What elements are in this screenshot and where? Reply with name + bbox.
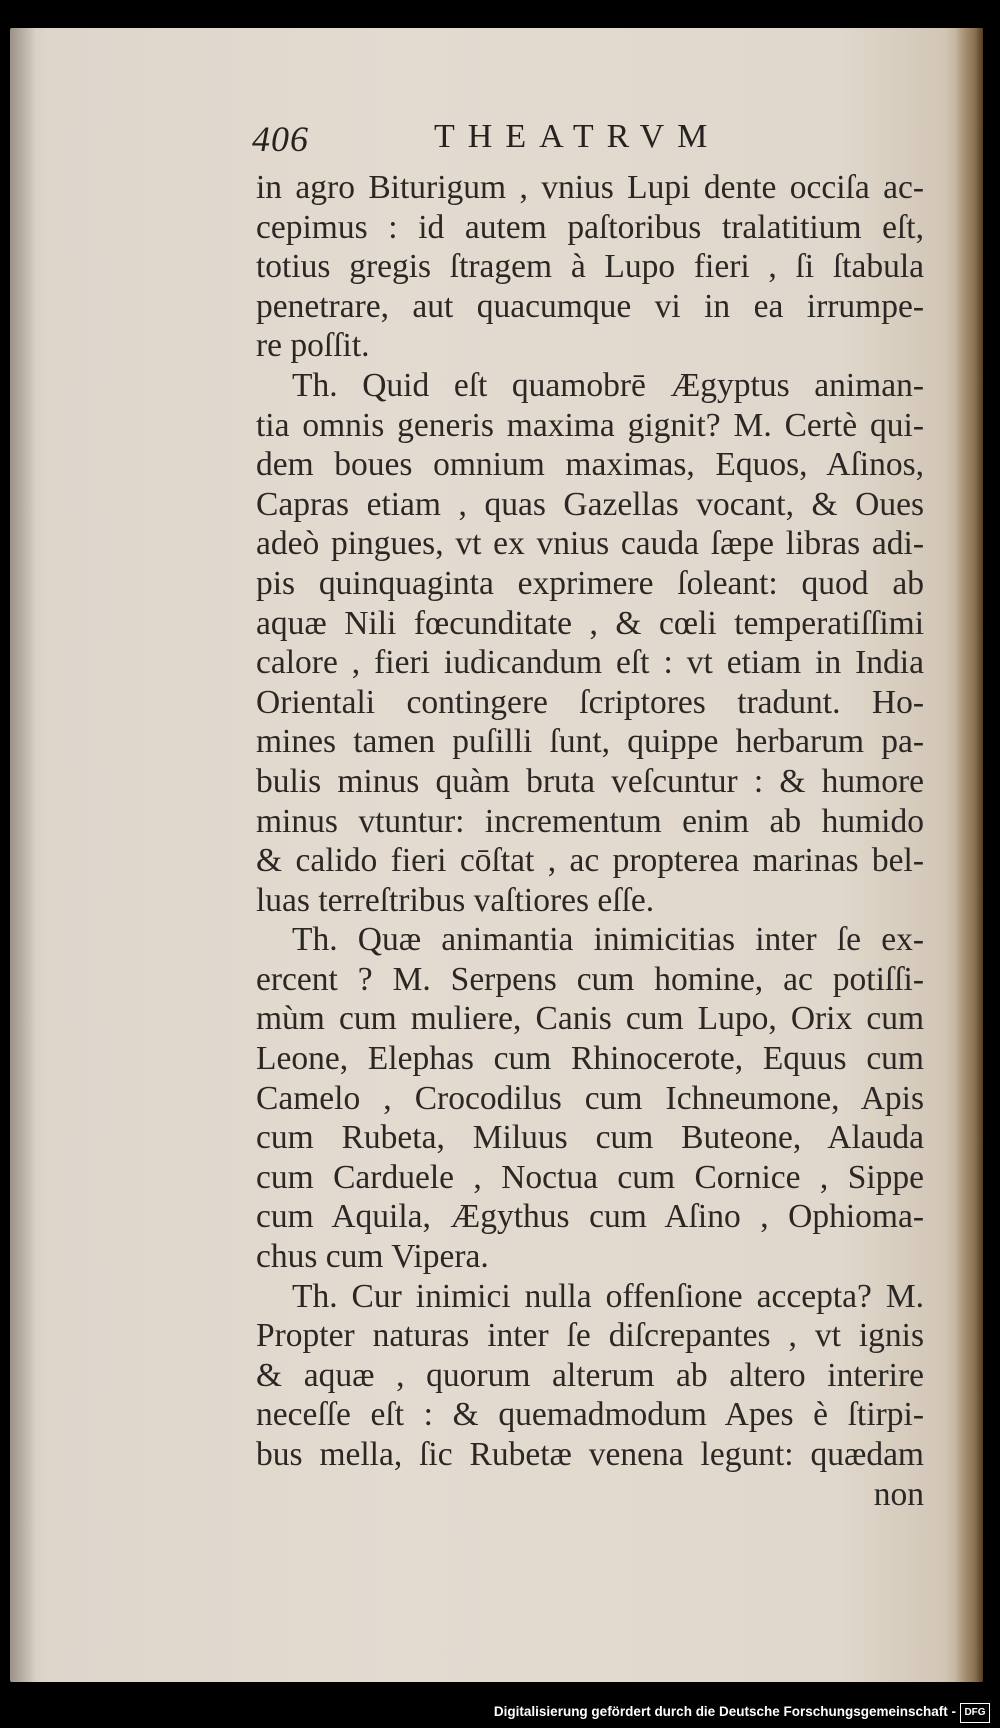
text-line: Th. Quid eſt quamobrē Ægyptus animan- xyxy=(292,366,924,404)
text-line: Th. Quæ animantia inimicitias inter ſe ex- xyxy=(292,921,924,959)
text-line: tia omnis generis maxima gignit? M. Certè qui- xyxy=(256,406,924,444)
text-line: cepimus : id autem paſtoribus tralatitium eſt, xyxy=(256,208,924,246)
text-line: ercent ? M. Serpens cum homine, ac potiſſi- xyxy=(256,960,924,998)
running-title: THEATRVM xyxy=(434,118,721,155)
text-line: & calido fieri cōſtat , ac propterea marinas bel- xyxy=(256,842,924,880)
text-line: bulis minus quàm bruta veſcuntur : & humore xyxy=(256,762,924,800)
text-line: minus vtuntur: incrementum enim ab humido xyxy=(256,802,924,840)
text-line: chus cum Vipera. xyxy=(256,1238,489,1276)
text-line: & aquæ , quorum alterum ab altero interire xyxy=(256,1356,924,1394)
text-line: mines tamen puſilli ſunt, quippe herbarum pa- xyxy=(256,723,924,761)
text-line: penetrare, aut quacumque vi in ea irrumpe- xyxy=(256,287,924,325)
text-line: Orientali contingere ſcriptores tradunt. Ho- xyxy=(256,683,924,721)
text-line: Camelo , Crocodilus cum Ichneumone, Apis xyxy=(256,1079,924,1117)
text-line: re poſſit. xyxy=(256,327,370,365)
text-line: Th. Cur inimici nulla offenſione accepta? M. xyxy=(292,1277,924,1315)
funding-credit: Digitalisierung gefördert durch die Deutsche Forschungsgemeinschaft - xyxy=(493,1704,956,1719)
page-header xyxy=(252,118,920,164)
text-line: non xyxy=(873,1475,924,1513)
text-line: Capras etiam , quas Gazellas vocant, & Oues xyxy=(256,485,924,523)
text-line: cum Carduele , Noctua cum Cornice , Sippe xyxy=(256,1158,924,1196)
text-line: adeò pingues, vt ex vnius cauda ſæpe libras adi- xyxy=(256,525,924,563)
text-line: Leone, Elephas cum Rhinocerote, Equus cum xyxy=(256,1040,924,1078)
page-edge xyxy=(955,28,983,1682)
text-line: dem boues omnium maximas, Equos, Aſinos, xyxy=(256,446,924,484)
page-number: 406 xyxy=(252,119,309,159)
dfg-logo: DFG xyxy=(960,1703,990,1723)
text-line: in agro Biturigum , vnius Lupi dente occiſa ac- xyxy=(256,169,924,206)
text-line: bus mella, ſic Rubetæ venena legunt: quædam xyxy=(256,1436,924,1473)
gutter-shadow xyxy=(10,28,36,1682)
text-line: mùm cum muliere, Canis cum Lupo, Orix cum xyxy=(256,1000,924,1038)
text-line: aquæ Nili fœcunditate , & cœli temperatiſſimi xyxy=(256,604,924,642)
text-line: calore , fieri iudicandum eſt : vt etiam in India xyxy=(256,644,924,682)
text-line: totius gregis ſtragem à Lupo fieri , ſi ſtabula xyxy=(256,248,924,286)
text-line: Propter naturas inter ſe diſcrepantes , vt ignis xyxy=(256,1317,924,1355)
text-line: neceſſe eſt : & quemadmodum Apes è ſtirpi- xyxy=(256,1396,924,1434)
text-line: cum Rubeta, Miluus cum Buteone, Alauda xyxy=(256,1119,924,1157)
footer-bar xyxy=(0,1700,1000,1728)
text-line: cum Aquila, Ægythus cum Aſino , Ophioma- xyxy=(256,1198,924,1236)
body-text xyxy=(256,168,924,1514)
text-line: luas terreſtribus vaſtiores eſſe. xyxy=(256,881,655,919)
text-line: pis quinquaginta exprimere ſoleant: quod ab xyxy=(256,564,924,602)
